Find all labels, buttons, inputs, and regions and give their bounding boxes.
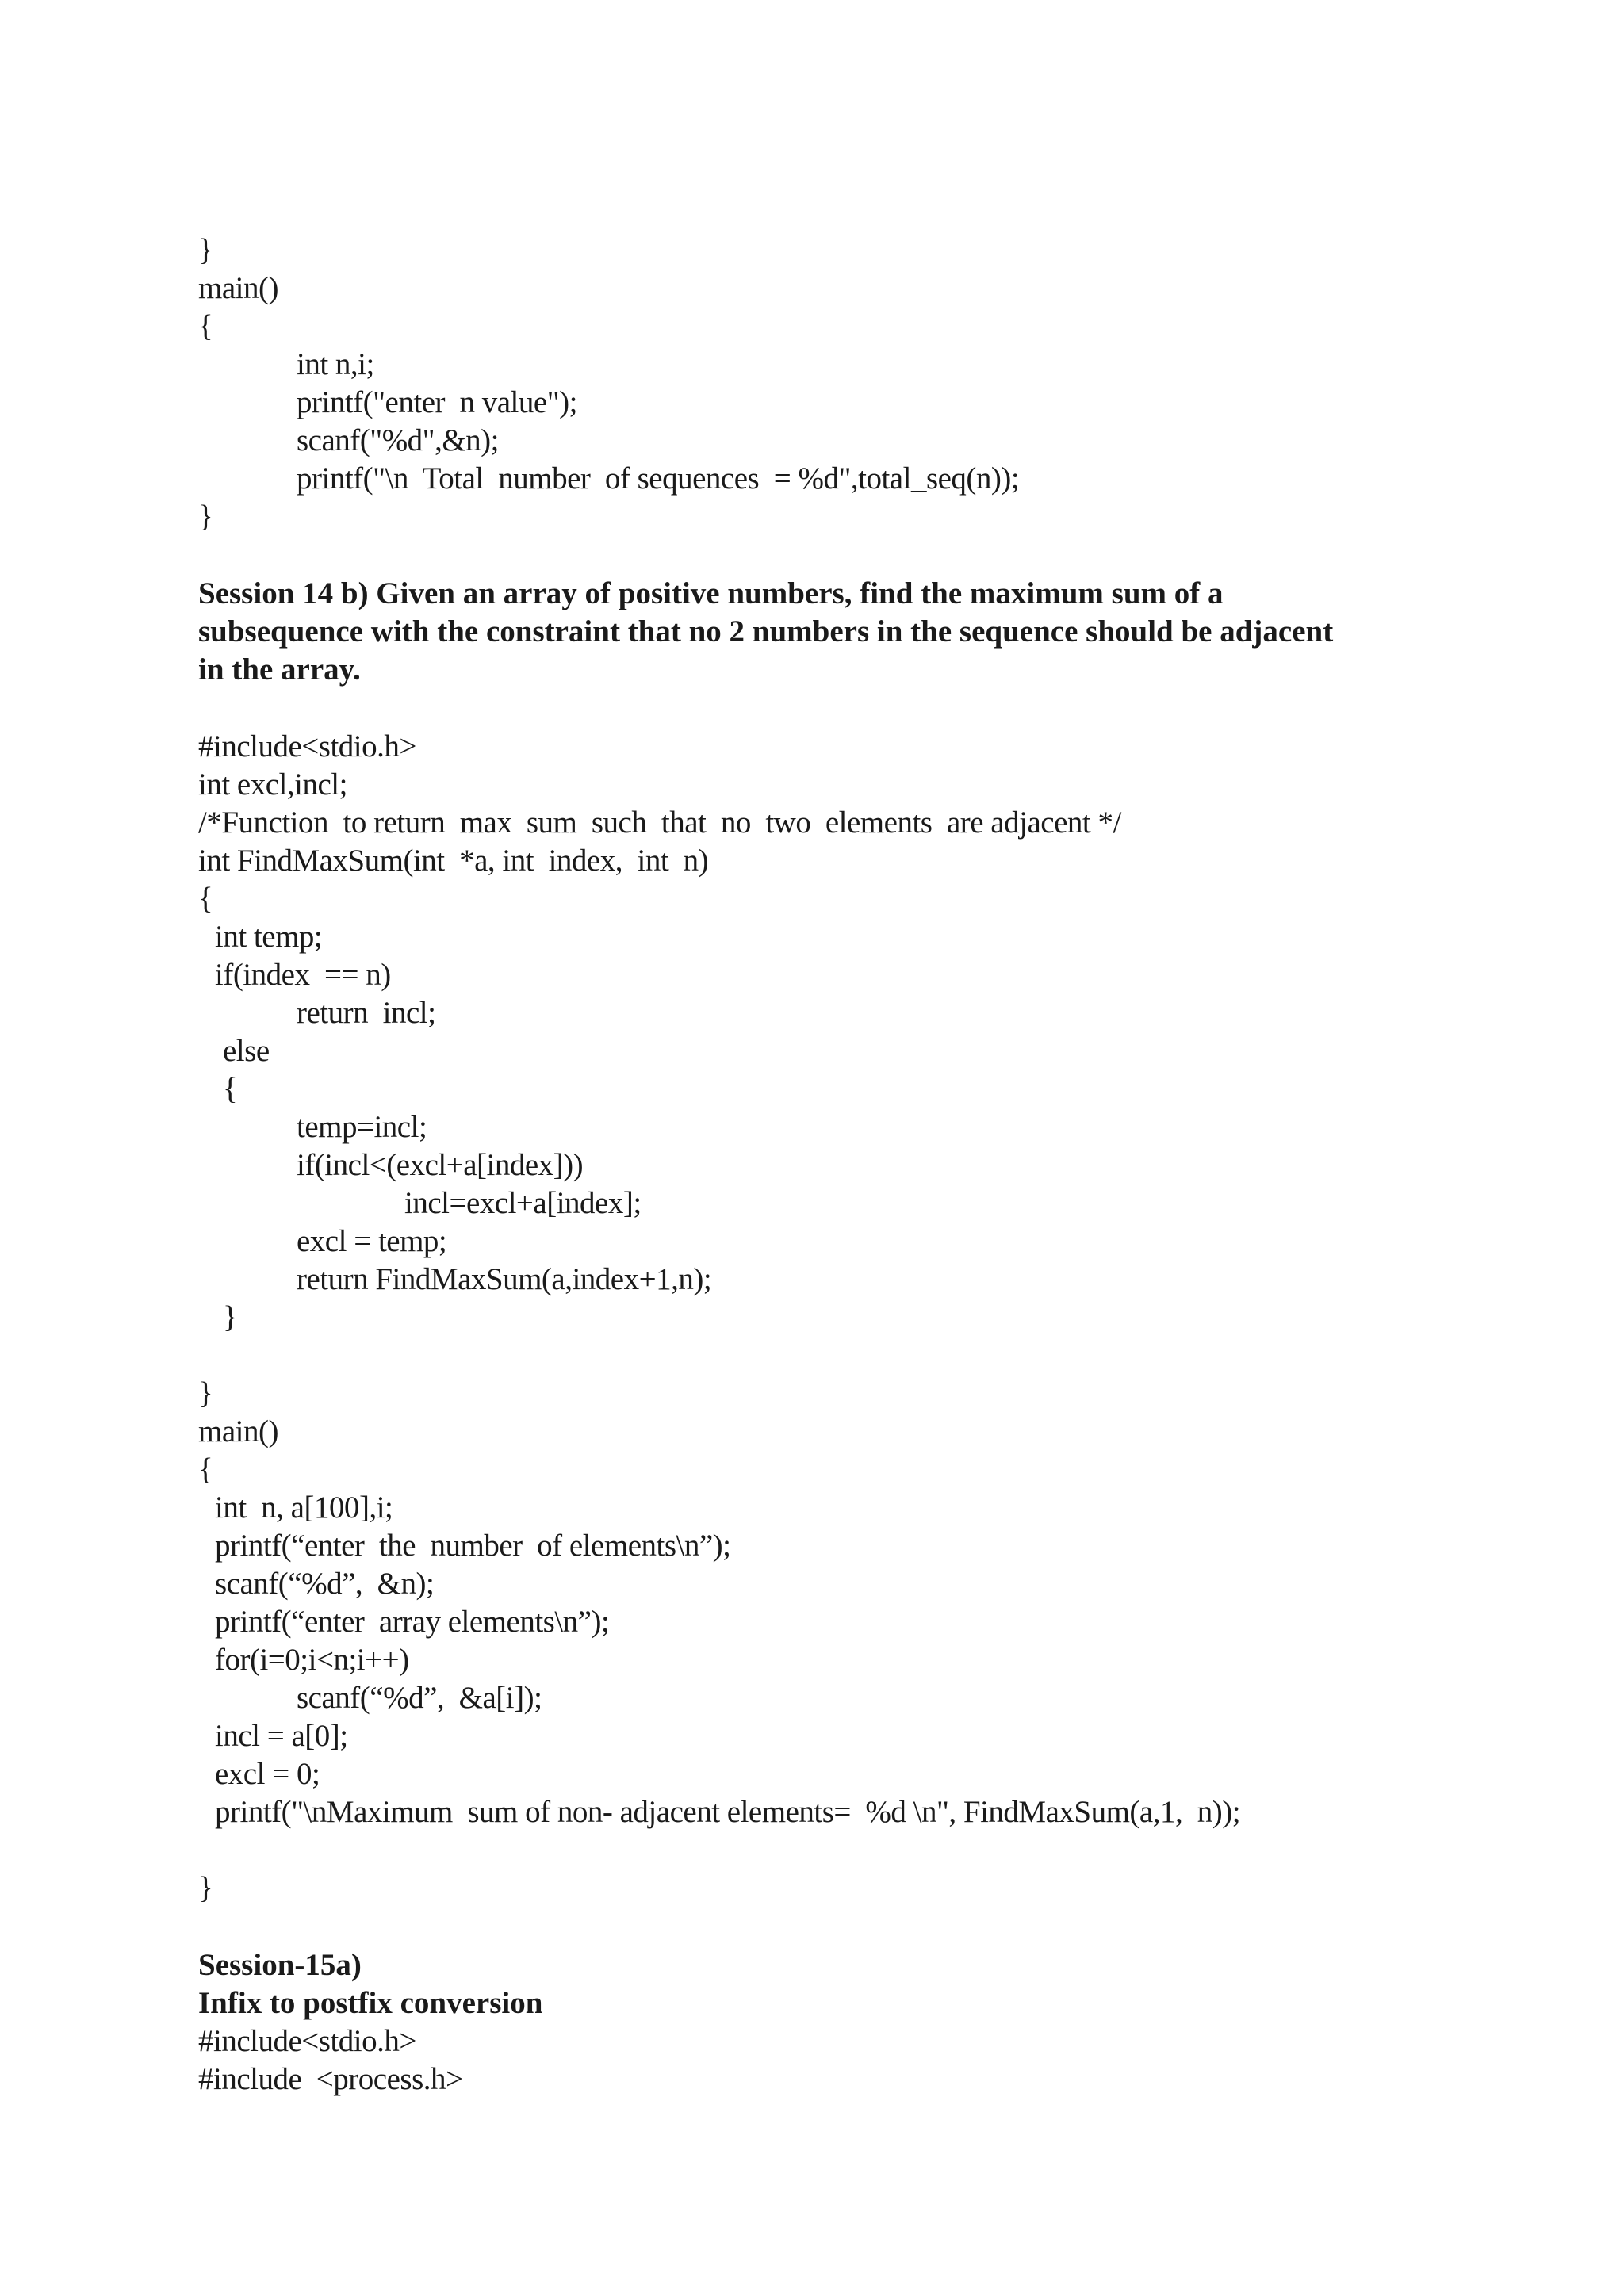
code-line: main() — [198, 271, 278, 305]
code-line: int temp; — [215, 920, 323, 954]
code-line: scanf("%d",&n); — [297, 423, 500, 457]
code-line: temp=incl; — [297, 1110, 427, 1144]
code-line: else — [223, 1034, 270, 1068]
code-line: return incl; — [297, 996, 436, 1030]
code-line: #include<stdio.h> — [198, 2024, 416, 2058]
code-line: printf("\n Total number of sequences = %d",total_seq(n)); — [297, 461, 1020, 496]
code-line: int excl,incl; — [198, 767, 347, 802]
code-line: printf("enter n value"); — [297, 385, 577, 419]
code-line: { — [198, 309, 213, 343]
code-line: printf("\nMaximum sum of non- adjacent elements= %d \n", FindMaxSum(a,1, n)); — [215, 1795, 1241, 1829]
code-line: scanf(“%d”, &a[i]); — [297, 1681, 542, 1715]
session-14b-heading-line-2: subsequence with the constraint that no 2 numbers in the sequence should be adjacent — [198, 614, 1334, 649]
session-14b-heading-line-1: Session 14 b) Given an array of positive numbers, find the maximum sum of a — [198, 576, 1224, 610]
code-line: #include <process.h> — [198, 2062, 463, 2096]
code-line: } — [198, 499, 213, 534]
code-line: excl = 0; — [215, 1757, 320, 1791]
code-line: { — [198, 1452, 213, 1487]
code-line: { — [198, 882, 213, 916]
code-line: { — [223, 1072, 238, 1106]
session-15a-subtitle: Infix to postfix conversion — [198, 1986, 543, 2020]
code-line: } — [198, 1376, 213, 1410]
code-line: for(i=0;i<n;i++) — [215, 1643, 409, 1677]
session-15a-title: Session-15a) — [198, 1948, 362, 1982]
code-line: if(index == n) — [215, 958, 391, 992]
code-line: incl = a[0]; — [215, 1719, 348, 1753]
code-line: printf(“enter array elements\n”); — [215, 1605, 610, 1639]
code-line: printf(“enter the number of elements\n”); — [215, 1529, 731, 1563]
session-14b-heading-line-3: in the array. — [198, 652, 361, 687]
code-line: int n, a[100],i; — [215, 1490, 393, 1525]
code-line: scanf(“%d”, &n); — [215, 1567, 435, 1601]
code-line: return FindMaxSum(a,index+1,n); — [297, 1262, 712, 1296]
code-line: main() — [198, 1414, 278, 1448]
code-line: int FindMaxSum(int *a, int index, int n) — [198, 844, 709, 878]
code-line: } — [223, 1300, 238, 1334]
code-line: int n,i; — [297, 347, 374, 381]
code-line: #include<stdio.h> — [198, 729, 416, 763]
code-line: } — [198, 1871, 213, 1905]
code-line: } — [198, 233, 213, 267]
code-line: if(incl<(excl+a[index])) — [297, 1148, 584, 1182]
code-line: excl = temp; — [297, 1224, 447, 1258]
code-line: /*Function to return max sum such that no two elements are adjacent */ — [198, 806, 1121, 840]
code-line: incl=excl+a[index]; — [404, 1186, 642, 1220]
